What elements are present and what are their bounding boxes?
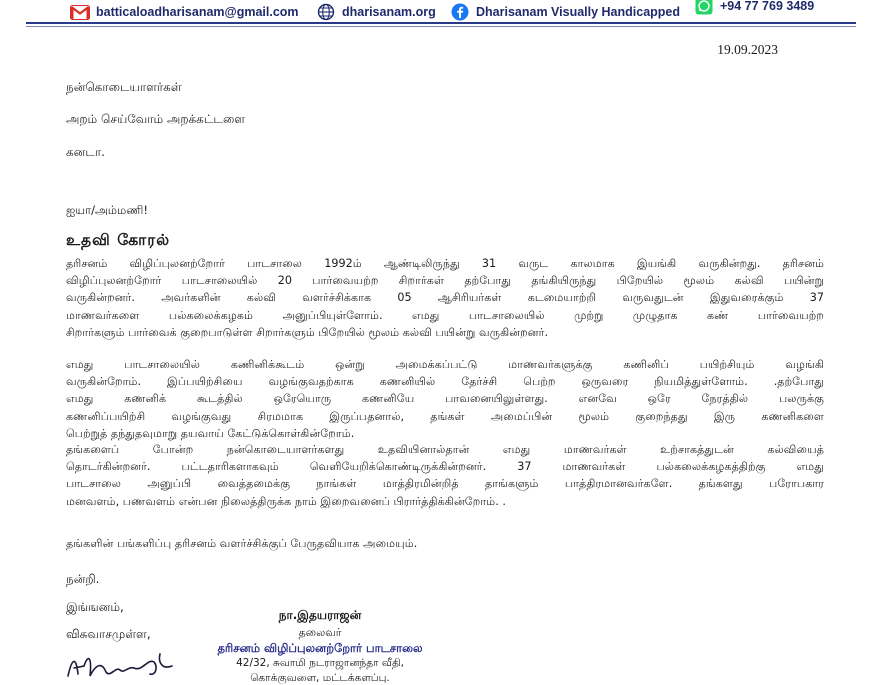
- facebook-text[interactable]: Dharisanam Visually Handicapped: [476, 5, 681, 19]
- body-paragraph: [66, 535, 824, 552]
- paragraph-line: தங்களின் பங்களிப்பு தரிசனம் வளர்ச்சிக்குப் பேருதவியாக அமையும்.: [66, 537, 418, 550]
- paragraph-line: கணனிப்பயிற்சி வழங்குவது சிரமமாக இருப்பதனால், தங்கள் அமைப்பின் மூலம் குறைந்தது இரு கணனிகளை: [66, 409, 824, 423]
- subject-heading: உதவி கோரல்: [66, 231, 171, 249]
- letterhead-divider: [26, 22, 856, 24]
- letter-date: 19.09.2023: [717, 42, 778, 57]
- salutation: ஐயா/அம்மணி!: [66, 203, 148, 217]
- paragraph-line: மனவளம், பணவளம் என்பன நிலைத்திருக்க நாம் இறைவனைப் பிரார்த்திக்கின்றோம். .: [66, 494, 506, 508]
- paragraph-line: விழிப்புலனற்றோர் பாடசாலையில் 20 பார்வையற்ற சிறார்கள் தற்போது தங்கியிருந்து பிறேயில் மூலம் கல்வி பயின்று: [66, 274, 824, 288]
- letterhead-divider-thin: [26, 26, 856, 27]
- body-paragraph: [66, 441, 824, 510]
- organization-address-line: 42/32, சுவாமி நடராஜானந்தா வீதி,: [236, 657, 404, 669]
- body-paragraph: [66, 255, 824, 341]
- whatsapp-icon: [694, 0, 714, 14]
- paragraph-line: பாடசாலை அனுப்பி வைத்தமைக்கு நாங்கள் மாத்திரமின்றித் தாங்களும் பாத்திரமானவர்களே. தங்களது பரோபகார: [66, 477, 824, 491]
- signatory-role: தலைவர்: [298, 626, 342, 639]
- phone-text[interactable]: +94 77 769 3489: [720, 0, 815, 13]
- paragraph-line: சிறார்களும் பார்வைக் குறைபாடுள்ள சிறார்களும் பிறேயில் மூலம் கல்வி பயின்று வருகின்றனர்.: [66, 325, 548, 339]
- closing-regards: இங்ஙனம்,: [66, 600, 124, 614]
- paragraph-line: மாணவர்களை பல்கலைக்கழகம் அனுப்பியுள்ளோம். எமது பாடசாலையில் முற்று முழுதாக கண் பார்வையற்ற: [66, 308, 824, 322]
- gmail-icon: [70, 4, 90, 20]
- paragraph-line: வருகின்றனர். அவர்களின் கல்வி வளர்ச்சிக்காக 05 ஆசிரியர்கள் கடமையாற்றி வருவதுடன் இதுவரைக்கும் 37: [66, 291, 824, 305]
- handwritten-signature: [62, 648, 192, 682]
- organization-address-line: கொக்குவளை, மட்டக்களப்பு.: [250, 672, 390, 684]
- contact-email[interactable]: [70, 0, 299, 24]
- paragraph-line: வருகின்றோம். இப்பயிற்சியை வழங்குவதற்காக கணனியில் தேர்ச்சி பெற்ற ஒருவரை நியமித்துள்ளோம். .தற்போது: [66, 375, 824, 389]
- contact-facebook[interactable]: [450, 0, 680, 24]
- closing-faithfully: விசுவாசமுள்ள,: [66, 627, 151, 641]
- website-text[interactable]: dharisanam.org: [342, 5, 436, 19]
- paragraph-line: எமது கணனிக் கூடத்தில் ஒரேயொரு கணனியே பாவனையிலுள்ளது. எனவே ஒரே நேரத்தில் பலருக்கு: [66, 392, 824, 406]
- facebook-icon: [450, 4, 470, 20]
- recipient-line: அறம் செய்வோம் அறக்கட்டளை: [66, 112, 246, 126]
- closing-thanks: நன்றி.: [66, 572, 100, 586]
- body-paragraph: [66, 356, 824, 442]
- signatory-organization: தரிசனம் விழிப்புலனற்றோர் பாடசாலை: [217, 641, 423, 655]
- recipient-line: நன்கொடையாளர்கள்: [66, 80, 182, 94]
- paragraph-line: தங்களைப் போன்ற நன்கொடையாளர்களது உதவியினால்தான் எமது மாணவர்கள் உற்சாகத்துடன் கல்வியைத்: [66, 443, 824, 456]
- paragraph-line: தொடர்கின்றனர். பட்டதாரிகளாகவும் வெளியேறிக்கொண்டிருக்கின்றனர். 37 மாணவர்கள் பல்கலைக்கழகத்திற்கு எமது: [66, 460, 824, 474]
- paragraph-line: தரிசனம் விழிப்புலனற்றோர் பாடசாலை 1992ம் ஆண்டிலிருந்து 31 வருட காலமாக இயங்கி வருகின்றது. தரிசனம்: [66, 257, 824, 270]
- email-text[interactable]: batticaloadharisanam@gmail.com: [96, 5, 299, 19]
- contact-website[interactable]: [316, 0, 436, 24]
- globe-icon: [316, 4, 336, 20]
- recipient-line: கனடா.: [66, 145, 105, 159]
- contact-phone[interactable]: [694, 0, 814, 18]
- signatory-name: நா.இதயராஜன்: [278, 608, 362, 622]
- paragraph-line: பெற்றுத் தந்துதவுமாறு தயவாய் கேட்டுக்கொள்கின்றோம்.: [66, 426, 355, 440]
- paragraph-line: எமது பாடசாலையில் கணினிக்கூடம் ஒன்று அமைக்கப்பட்டு மாணவர்களுக்கு கணினிப் பயிற்சியும் வழங்கி: [66, 358, 824, 371]
